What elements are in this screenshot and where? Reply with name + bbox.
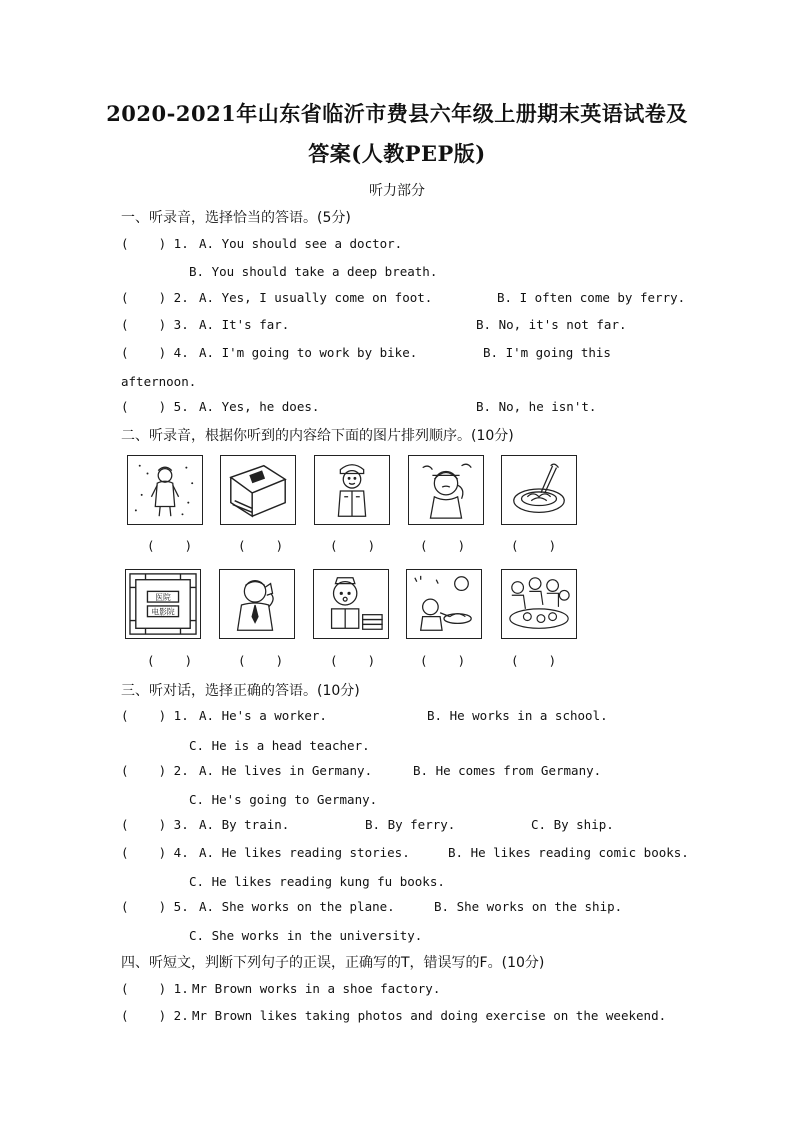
s1-q1-a: A. You should see a doctor.	[199, 236, 403, 251]
exam-title-line1: 2020-2021年山东省临沂市费县六年级上册期末英语试卷及	[106, 101, 688, 126]
picture-8-blank[interactable]: ( )	[330, 653, 376, 668]
s1-q2-b: B. I often come by ferry.	[497, 290, 686, 305]
map-label-cinema: 电影院	[151, 607, 175, 617]
s1-q5-a: A. Yes, he does.	[199, 399, 320, 414]
s1-q4-b: B. I'm going this	[483, 345, 611, 360]
section3-heading: 三、听对话，选择正确的答语。(10分)	[121, 683, 360, 699]
s3-q4-c: C. He likes reading kung fu books.	[189, 874, 445, 889]
picture-book	[220, 455, 296, 525]
picture-night-eating	[406, 569, 482, 639]
s3-q3-a: A. By train.	[199, 817, 290, 832]
picture-5-blank[interactable]: ( )	[511, 538, 557, 553]
s3-q1-b: B. He works in a school.	[427, 708, 608, 723]
s3-q5-c: C. She works in the university.	[189, 928, 423, 943]
s1-q4-num: ( ) 4.	[121, 345, 189, 360]
picture-1-blank[interactable]: ( )	[147, 538, 193, 553]
s1-q2-a: A. Yes, I usually come on foot.	[199, 290, 433, 305]
map-label-hospital: 医院	[155, 593, 171, 603]
s3-q1-c: C. He is a head teacher.	[189, 738, 370, 753]
listening-subtitle: 听力部分	[369, 183, 425, 199]
s3-q2-num: ( ) 2.	[121, 763, 189, 778]
picture-noodle-plate	[501, 455, 577, 525]
s1-q4-b-cont: afternoon.	[121, 374, 197, 389]
s3-q4-a: A. He likes reading stories.	[199, 845, 410, 860]
section1-heading: 一、听录音，选择恰当的答语。(5分)	[121, 210, 351, 226]
picture-headache-girl	[408, 455, 484, 525]
picture-10-blank[interactable]: ( )	[511, 653, 557, 668]
s3-q2-c: C. He's going to Germany.	[189, 792, 378, 807]
picture-4-blank[interactable]: ( )	[420, 538, 466, 553]
picture-6-blank[interactable]: ( )	[147, 653, 193, 668]
s3-q1-num: ( ) 1.	[121, 708, 189, 723]
s1-q1-b: B. You should take a deep breath.	[189, 264, 438, 279]
picture-3-blank[interactable]: ( )	[330, 538, 376, 553]
picture-boy-reading-books	[313, 569, 389, 639]
picture-2-blank[interactable]: ( )	[238, 538, 284, 553]
section4-heading: 四、听短文，判断下列句子的正误，正确写的T，错误写的F。(10分)	[121, 955, 545, 971]
s3-q2-a: A. He lives in Germany.	[199, 763, 373, 778]
picture-hospital-cinema-map	[125, 569, 201, 639]
s1-q5-num: ( ) 5.	[121, 399, 189, 414]
s1-q3-num: ( ) 3.	[121, 317, 189, 332]
s3-q4-b: B. He likes reading comic books.	[448, 845, 689, 860]
section2-heading: 二、听录音，根据你听到的内容给下面的图片排列顺序。(10分)	[121, 428, 514, 444]
picture-9-blank[interactable]: ( )	[420, 653, 466, 668]
s3-q1-a: A. He's a worker.	[199, 708, 327, 723]
picture-soldier-boy	[314, 455, 390, 525]
s1-q5-b: B. No, he isn't.	[476, 399, 597, 414]
picture-family-dinner	[501, 569, 577, 639]
s4-q2-text: Mr Brown likes taking photos and doing exercise on the weekend.	[192, 1008, 667, 1023]
s3-q3-c: C. By ship.	[531, 817, 614, 832]
picture-snowy-cold-person	[127, 455, 203, 525]
s3-q4-num: ( ) 4.	[121, 845, 189, 860]
s4-q1-text: Mr Brown works in a shoe factory.	[192, 981, 441, 996]
s1-q4-a: A. I'm going to work by bike.	[199, 345, 418, 360]
picture-businessman-phone	[219, 569, 295, 639]
s1-q3-b: B. No, it's not far.	[476, 317, 627, 332]
s3-q2-b: B. He comes from Germany.	[413, 763, 602, 778]
s1-q3-a: A. It's far.	[199, 317, 290, 332]
s3-q5-a: A. She works on the plane.	[199, 899, 395, 914]
s3-q5-b: B. She works on the ship.	[434, 899, 623, 914]
s3-q3-num: ( ) 3.	[121, 817, 189, 832]
s1-q1-num: ( ) 1.	[121, 236, 189, 251]
s4-q1-num: ( ) 1.	[121, 981, 189, 996]
exam-title-line2: 答案(人教PEP版)	[308, 141, 486, 166]
s4-q2-num: ( ) 2.	[121, 1008, 189, 1023]
picture-7-blank[interactable]: ( )	[238, 653, 284, 668]
s3-q5-num: ( ) 5.	[121, 899, 189, 914]
s1-q2-num: ( ) 2.	[121, 290, 189, 305]
s3-q3-b: B. By ferry.	[365, 817, 456, 832]
